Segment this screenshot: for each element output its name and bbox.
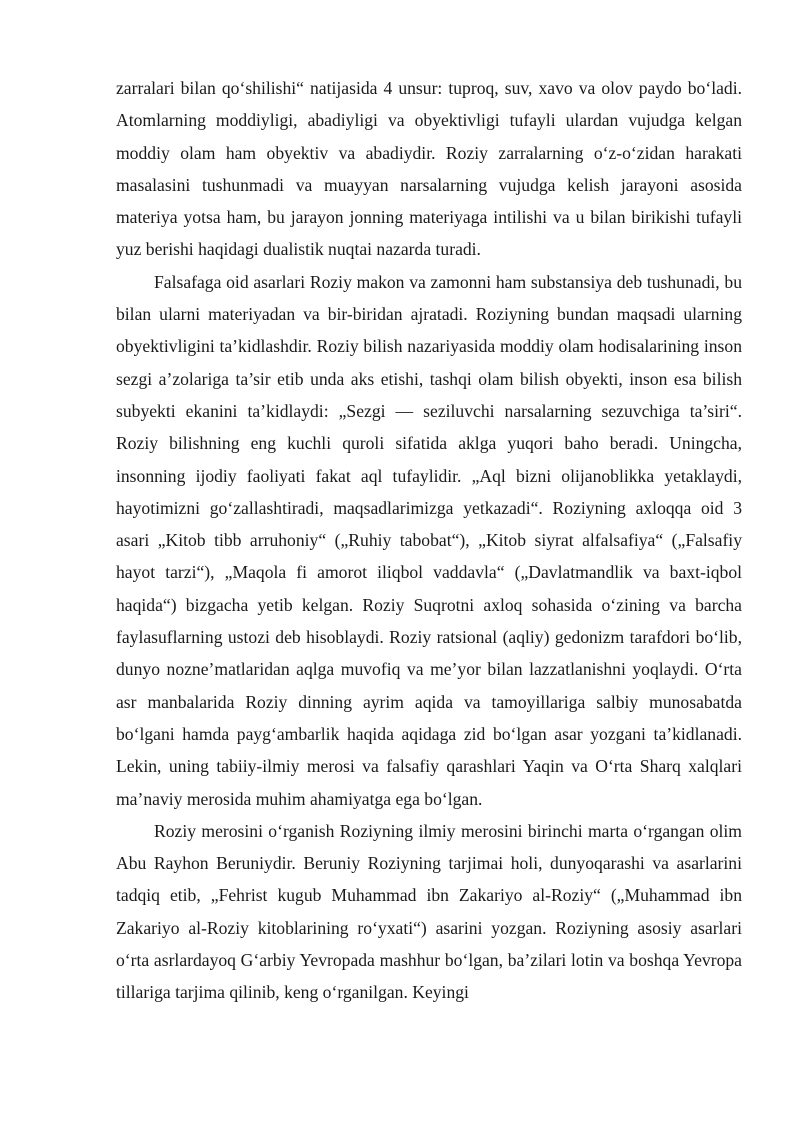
paragraph-philosophy: Falsafaga oid asarlari Roziy makon va zamonni ham substansiya deb tushunadi, bu bilan ularni materiyadan va bir-biridan ajratadi. Roziyning bundan maqsadi ularning obyektivligini ta’kidlashdir. Roziy bilish nazariyasida moddiy olam hodisalarining inson sezgi a’zolariga ta’sir etib unda aks etishi, tashqi olam bilish obyekti, inson esa bilish subyekti ekanini ta’kidlaydi: „Sezgi — seziluvchi narsalarning sezuvchiga ta’siri“. Roziy bilishning eng kuchli quroli sifatida aklga yuqori baho beradi. Uningcha, insonning ijodiy faoliyati fakat aql tufaylidir. „Aql bizni olijanoblikka yetaklaydi, hayotimizni go‘zallashtiradi, maqsadlarimizga yetkazadi“. Roziyning axloqqa oid 3 asari „Kitob tibb arruhoniy“ („Ruhiy tabobat“), „Kitob siyrat alfalsafiya“ („Falsafiy hayot tarzi“), „Maqola fi amorot iliqbol vaddavla“ („Davlatmandlik va baxt-iqbol haqida“) bizgacha yetib kelgan. Roziy Suqrotni axloq sohasida o‘zining va barcha faylasuflarning ustozi deb hisoblaydi. Roziy ratsional (aqliy) gedonizm tarafdori bo‘lib, dunyo nozne’matlaridan aqlga muvofiq va me’yor bilan lazzatlanishni yoqlaydi. O‘rta asr manbalarida Roziy dinning ayrim aqida va tamoyillariga salbiy munosabatda bo‘lgani hamda payg‘ambarlik haqida aqidaga zid bo‘lgan asar yozgani ta’kidlanadi. Lekin, uning tabiiy-ilmiy merosi va falsafiy qarashlari Yaqin va O‘rta Sharq xalqlari ma’naviy merosida muhim ahamiyatga ega bo‘lgan.	[116, 271, 742, 809]
document-page	[116, 72, 742, 1009]
paragraph-legacy: Roziy merosini o‘rganish Roziyning ilmiy merosini birinchi marta o‘rgangan olim Abu Rayhon Beruniydir. Beruniy Roziyning tarjimai holi, dunyoqarashi va asarlarini tadqiq etib, „Fehrist kugub Muhammad ibn Zakariyo al-Roziy“ („Muhammad ibn Zakariyo al-Roziy kitoblarining ro‘yxati“) asarini yozgan. Roziyning asosiy asarlari o‘rta asrlardayoq G‘arbiy Yevropada mashhur bo‘lgan, ba’zilari lotin va boshqa Yevropa tillariga tarjima qilinib, keng o‘rganilgan. Keyingi	[116, 820, 742, 1003]
paragraph-continuation: zarralari bilan qo‘shilishi“ natijasida 4 unsur: tuproq, suv, xavo va olov paydo bo‘ladi. Atomlarning moddiyligi, abadiyligi va obyektivligi tufayli ulardan vujudga kelgan moddiy olam ham obyektiv va abadiydir. Roziy zarralarning o‘z-o‘zidan harakati masalasini tushunmadi va muayyan narsalarning vujudga kelish jarayoni asosida materiya yotsa ham, bu jarayon jonning materiyaga intilishi va u bilan birikishi tufayli yuz berishi haqidagi dualistik nuqtai nazarda turadi.	[116, 78, 742, 260]
